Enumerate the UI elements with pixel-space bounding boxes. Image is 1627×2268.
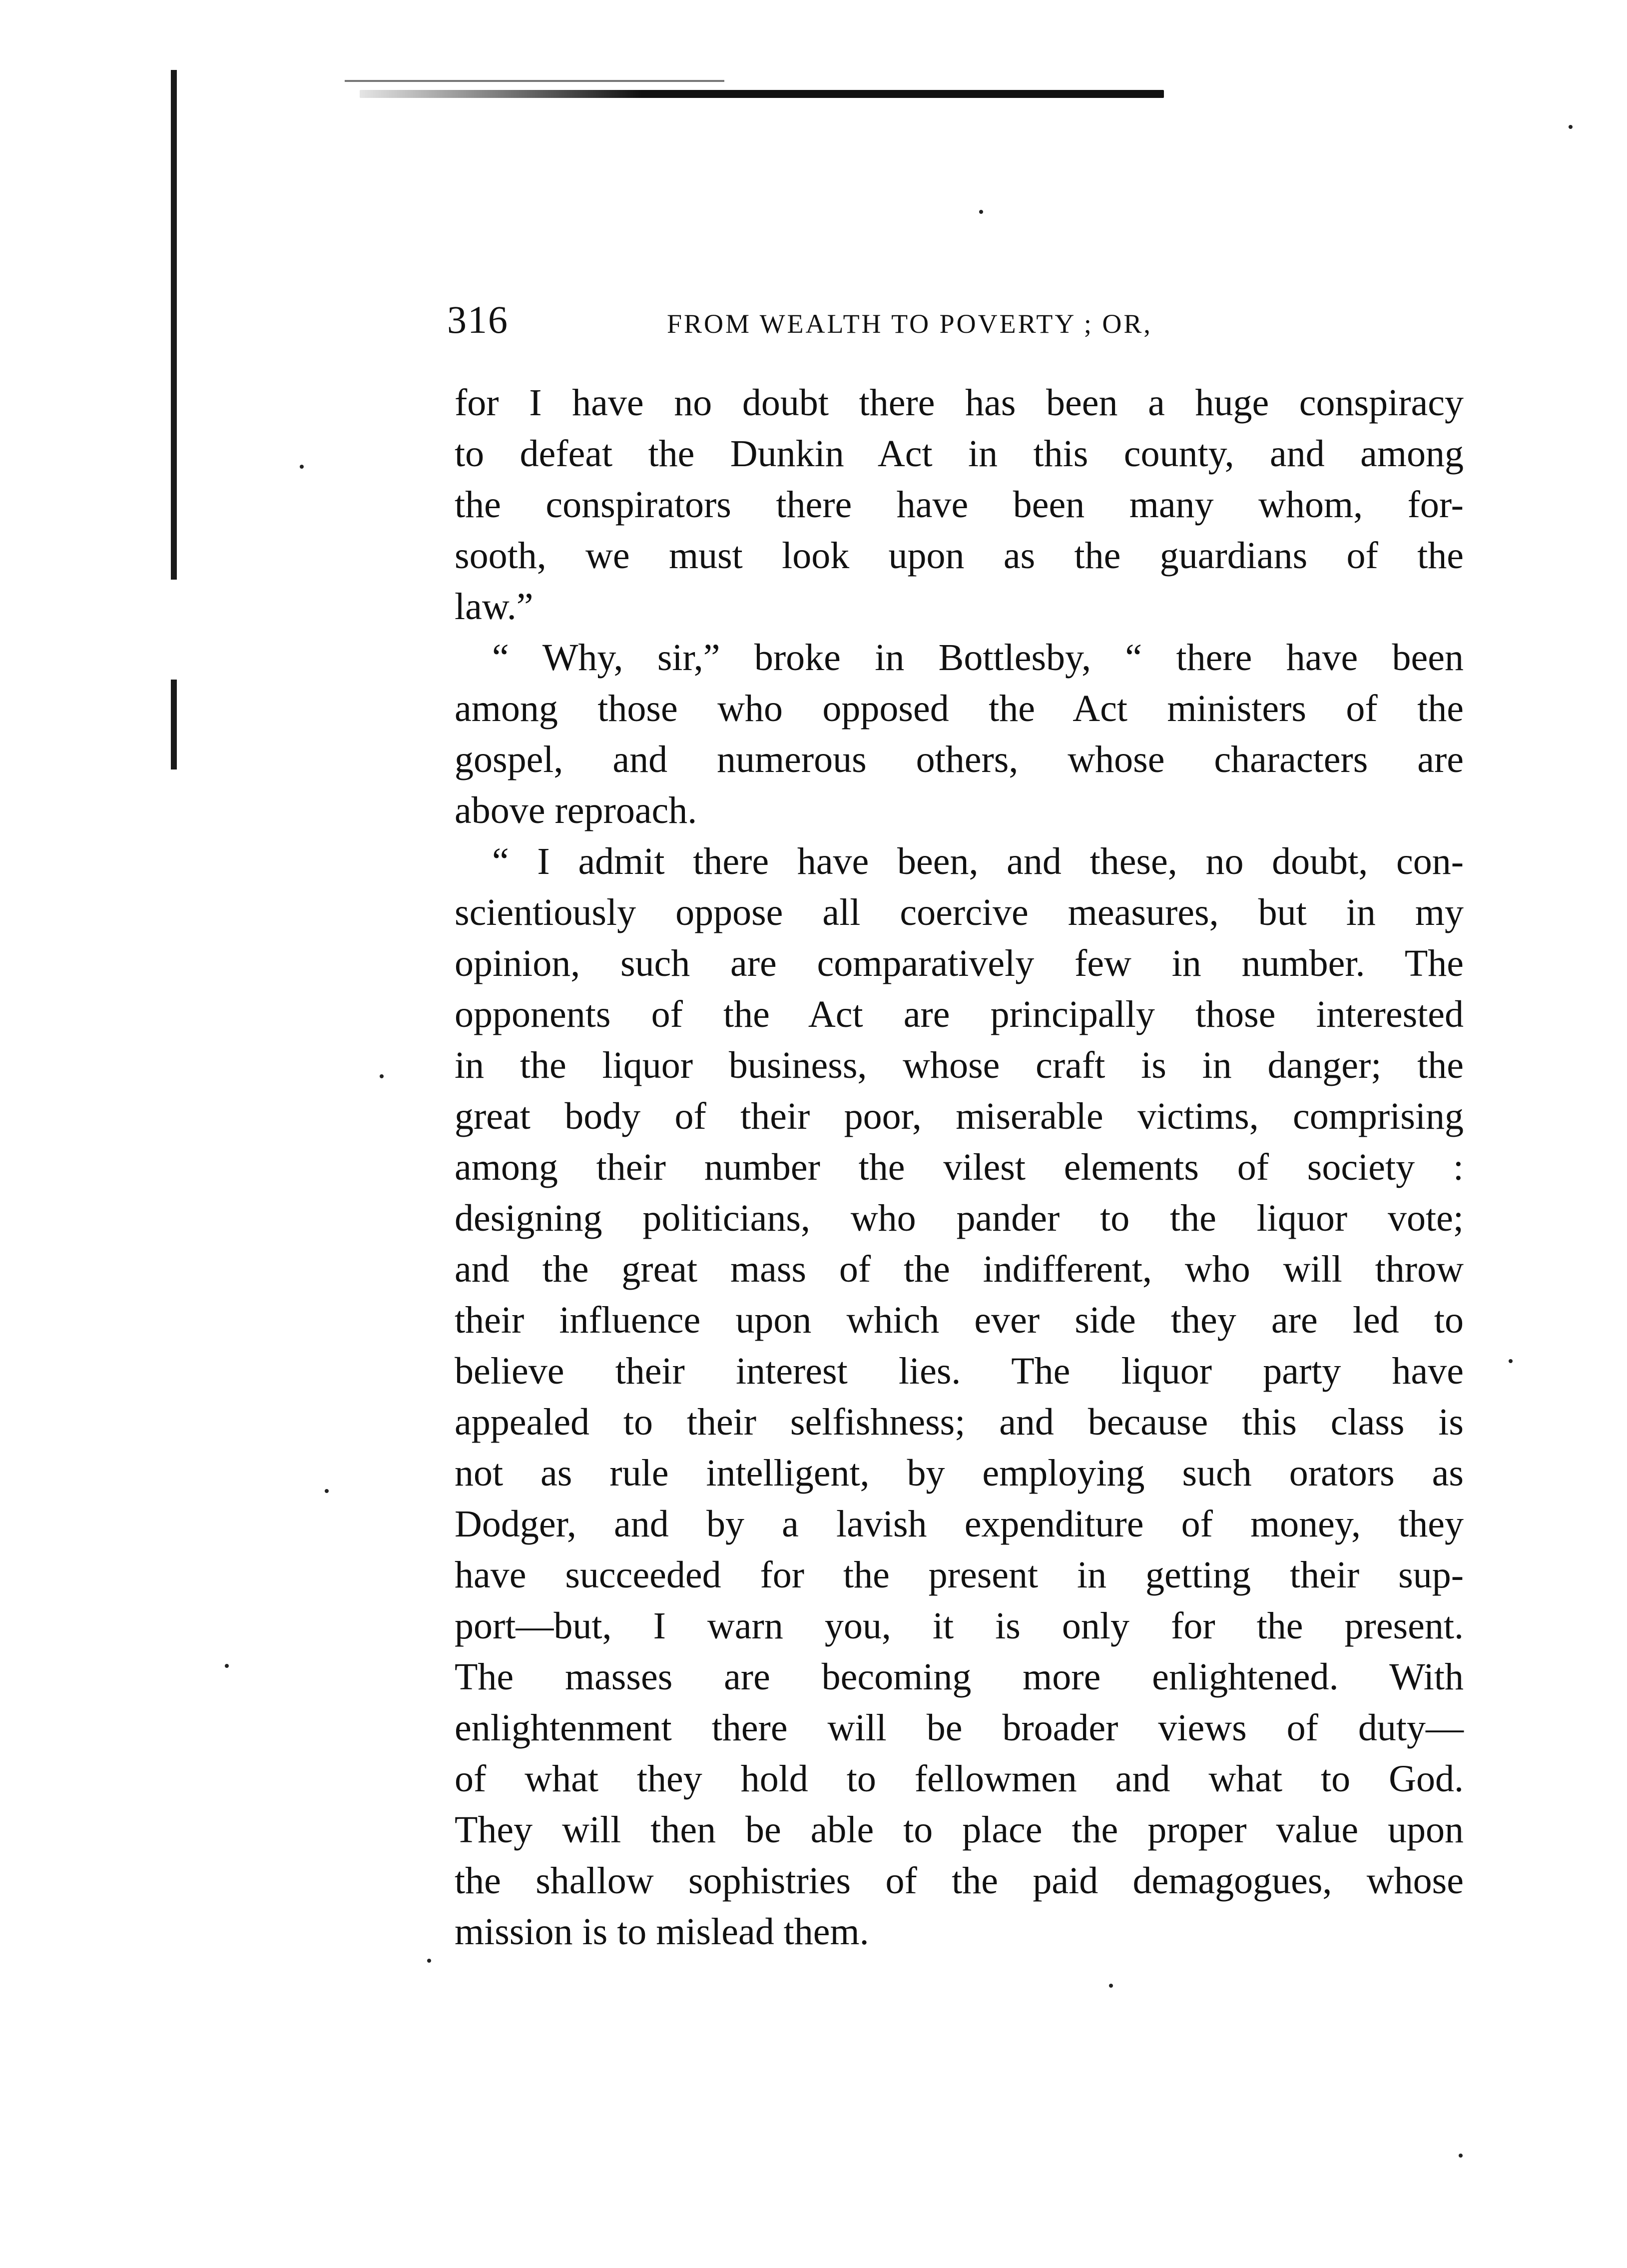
text-line: law.” <box>455 586 534 628</box>
text-line: the conspirators there have been many whom, for- <box>455 484 1464 526</box>
text-line: They will then be able to place the proper value upon <box>455 1809 1464 1851</box>
text-line: of what they hold to fellowmen and what to God. <box>455 1758 1464 1800</box>
text-line: to defeat the Dunkin Act in this county, and among <box>455 433 1464 475</box>
text-line: believe their interest lies. The liquor party have <box>455 1350 1464 1392</box>
binding-edge-shadow-lower <box>171 680 177 769</box>
text-line: enlightenment there will be broader views of duty— <box>455 1707 1464 1749</box>
scan-speck <box>1459 2154 1463 2158</box>
text-line: in the liquor business, whose craft is in danger; the <box>455 1044 1464 1086</box>
text-line: opponents of the Act are principally those interested <box>455 993 1464 1035</box>
scan-speck <box>1569 125 1573 129</box>
scan-speck <box>979 210 983 214</box>
text-line: The masses are becoming more enlightened. With <box>455 1656 1464 1698</box>
text-line: opinion, such are comparatively few in number. The <box>455 942 1464 984</box>
text-line: their influence upon which ever side they are led to <box>455 1299 1464 1341</box>
text-line: “ Why, sir,” broke in Bottlesby, “ there have been <box>492 637 1464 679</box>
text-line: and the great mass of the indifferent, who will throw <box>455 1248 1464 1290</box>
scan-rule <box>360 90 1164 98</box>
text-line: sooth, we must look upon as the guardians of the <box>455 535 1464 577</box>
text-line: mission is to mislead them. <box>455 1911 869 1953</box>
text-line: not as rule intelligent, by employing such orators as <box>455 1452 1464 1494</box>
text-line: Dodger, and by a lavish expenditure of money, they <box>455 1503 1464 1545</box>
scan-speck <box>1509 1359 1513 1363</box>
scan-speck <box>325 1489 329 1493</box>
page-number: 316 <box>447 298 509 341</box>
page-header <box>447 295 1471 350</box>
text-line: “ I admit there have been, and these, no doubt, con- <box>492 840 1464 882</box>
text-line: gospel, and numerous others, whose characters are <box>455 739 1464 780</box>
text-line: designing politicians, who pander to the liquor vote; <box>455 1197 1464 1239</box>
text-line: great body of their poor, miserable victims, comprising <box>455 1095 1464 1137</box>
text-line: above reproach. <box>455 789 697 831</box>
scan-rule-thin <box>345 80 724 82</box>
text-line: the shallow sophistries of the paid demagogues, whose <box>455 1860 1464 1902</box>
text-line: scientiously oppose all coercive measures, but in my <box>455 891 1464 933</box>
scan-speck <box>380 1074 384 1078</box>
scan-speck <box>300 465 304 469</box>
binding-edge-shadow <box>171 70 177 580</box>
text-line: appealed to their selfishness; and because this class is <box>455 1401 1464 1443</box>
scan-speck <box>427 1959 431 1963</box>
text-line: for I have no doubt there has been a huge conspiracy <box>455 382 1464 424</box>
body-text <box>455 377 1464 1957</box>
scan-speck <box>225 1664 229 1668</box>
running-head: FROM WEALTH TO POVERTY ; OR, <box>667 309 1152 339</box>
text-line: have succeeded for the present in getting their sup- <box>455 1554 1464 1596</box>
text-line: among their number the vilest elements of society : <box>455 1146 1464 1188</box>
text-line: among those who opposed the Act ministers of the <box>455 688 1464 730</box>
scan-speck <box>1109 1984 1113 1988</box>
text-line: port—but, I warn you, it is only for the present. <box>455 1605 1464 1647</box>
